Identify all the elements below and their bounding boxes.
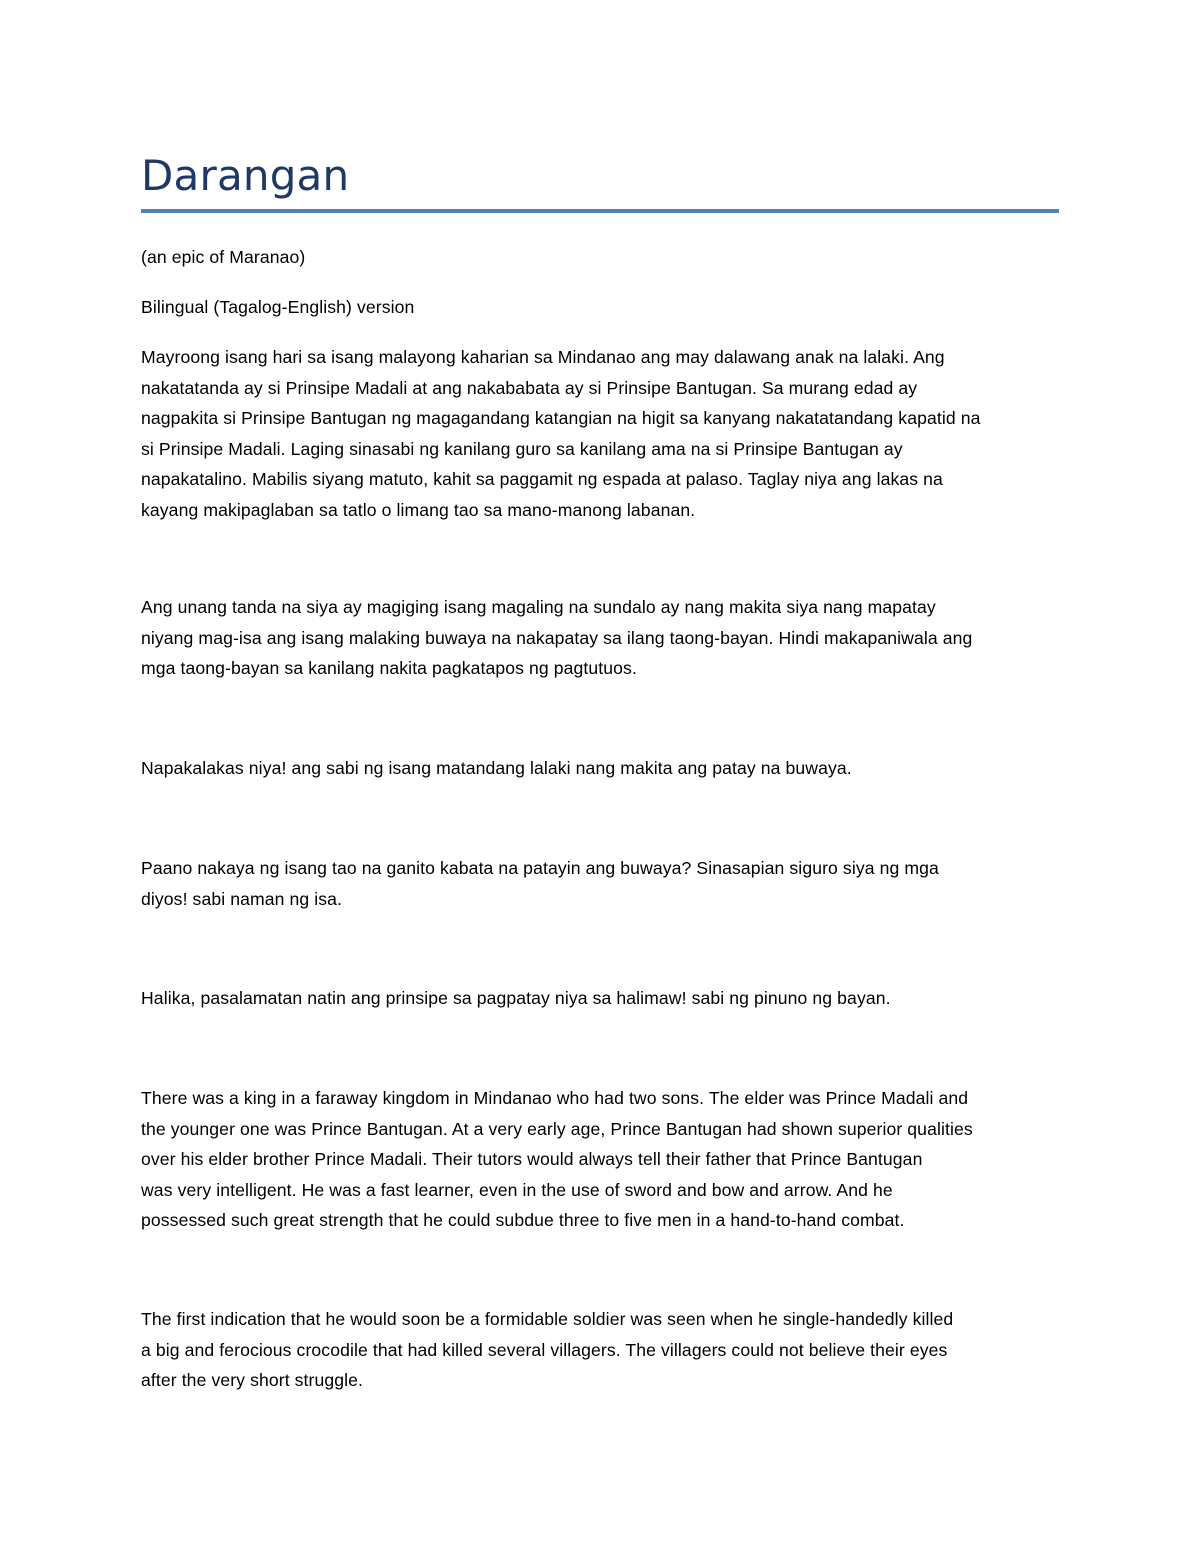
- paragraph-line: mga taong-bayan sa kanilang nakita pagkatapos ng pagtutuos.: [141, 658, 637, 678]
- title-underline-rule: [141, 209, 1059, 213]
- paragraph-line: niyang mag-isa ang isang malaking buwaya na nakapatay sa ilang taong-bayan. Hindi makapaniwala ang: [141, 627, 973, 648]
- paragraph-6: [141, 1083, 1061, 1236]
- paragraph-line: Halika, pasalamatan natin ang prinsipe sa pagpatay niya sa halimaw! sabi ng pinuno ng bayan.: [141, 988, 891, 1008]
- paragraph-5: [141, 983, 1061, 1014]
- paragraph-line: napakatalino. Mabilis siyang matuto, kahit sa paggamit ng espada at palaso. Taglay niya ang lakas na: [141, 469, 943, 489]
- paragraph-line: Napakalakas niya! ang sabi ng isang matandang lalaki nang makita ang patay na buwaya.: [141, 758, 852, 778]
- paragraph-line: Paano nakaya ng isang tao na ganito kabata na patayin ang buwaya? Sinasapian siguro siya ng mga: [141, 858, 939, 878]
- paragraph-line: the younger one was Prince Bantugan. At a very early age, Prince Bantugan had shown superior qualities: [141, 1118, 973, 1139]
- paragraph-line: Ang unang tanda na siya ay magiging isang magaling na sundalo ay nang makita siya nang mapatay: [141, 597, 936, 617]
- paragraph-7: [141, 1304, 1061, 1396]
- paragraph-line: There was a king in a faraway kingdom in Mindanao who had two sons. The elder was Prince Madali and: [141, 1088, 969, 1108]
- paragraph-line: nakatatanda ay si Prinsipe Madali at ang nakababata ay si Prinsipe Bantugan. Sa murang edad ay: [141, 377, 918, 398]
- paragraph-line: kayang makipaglaban sa tatlo o limang tao sa mano-manong labanan.: [141, 499, 696, 520]
- paragraph-line: was very intelligent. He was a fast learner, even in the use of sword and bow and arrow. And he: [141, 1179, 893, 1200]
- paragraph-1: [141, 342, 1061, 525]
- paragraph-4: [141, 853, 1061, 914]
- paragraph-line: Mayroong isang hari sa isang malayong kaharian sa Mindanao ang may dalawang anak na lalaki. Ang: [141, 347, 945, 367]
- paragraph-line: a big and ferocious crocodile that had killed several villagers. The villagers could not believe their eyes: [141, 1339, 948, 1360]
- paragraph-line: possessed such great strength that he could subdue three to five men in a hand-to-hand combat.: [141, 1210, 905, 1230]
- paragraph-line: diyos! sabi naman ng isa.: [141, 888, 343, 909]
- paragraph-3: [141, 753, 1061, 784]
- version-note: Bilingual (Tagalog-English) version: [141, 297, 415, 317]
- paragraph-2: [141, 592, 1061, 684]
- subtitle: (an epic of Maranao): [141, 247, 306, 267]
- document-title: Darangan: [141, 151, 350, 200]
- paragraph-line: after the very short struggle.: [141, 1370, 364, 1390]
- paragraph-line: nagpakita si Prinsipe Bantugan ng magagandang katangian na higit sa kanyang nakatatandang kapatid na: [141, 408, 981, 428]
- paragraph-line: over his elder brother Prince Madali. Their tutors would always tell their father that Prince Bantugan: [141, 1149, 923, 1169]
- paragraph-line: The first indication that he would soon be a formidable soldier was seen when he single-handedly killed: [141, 1309, 954, 1329]
- paragraph-line: si Prinsipe Madali. Laging sinasabi ng kanilang guro sa kanilang ama na si Prinsipe Bantugan ay: [141, 438, 903, 459]
